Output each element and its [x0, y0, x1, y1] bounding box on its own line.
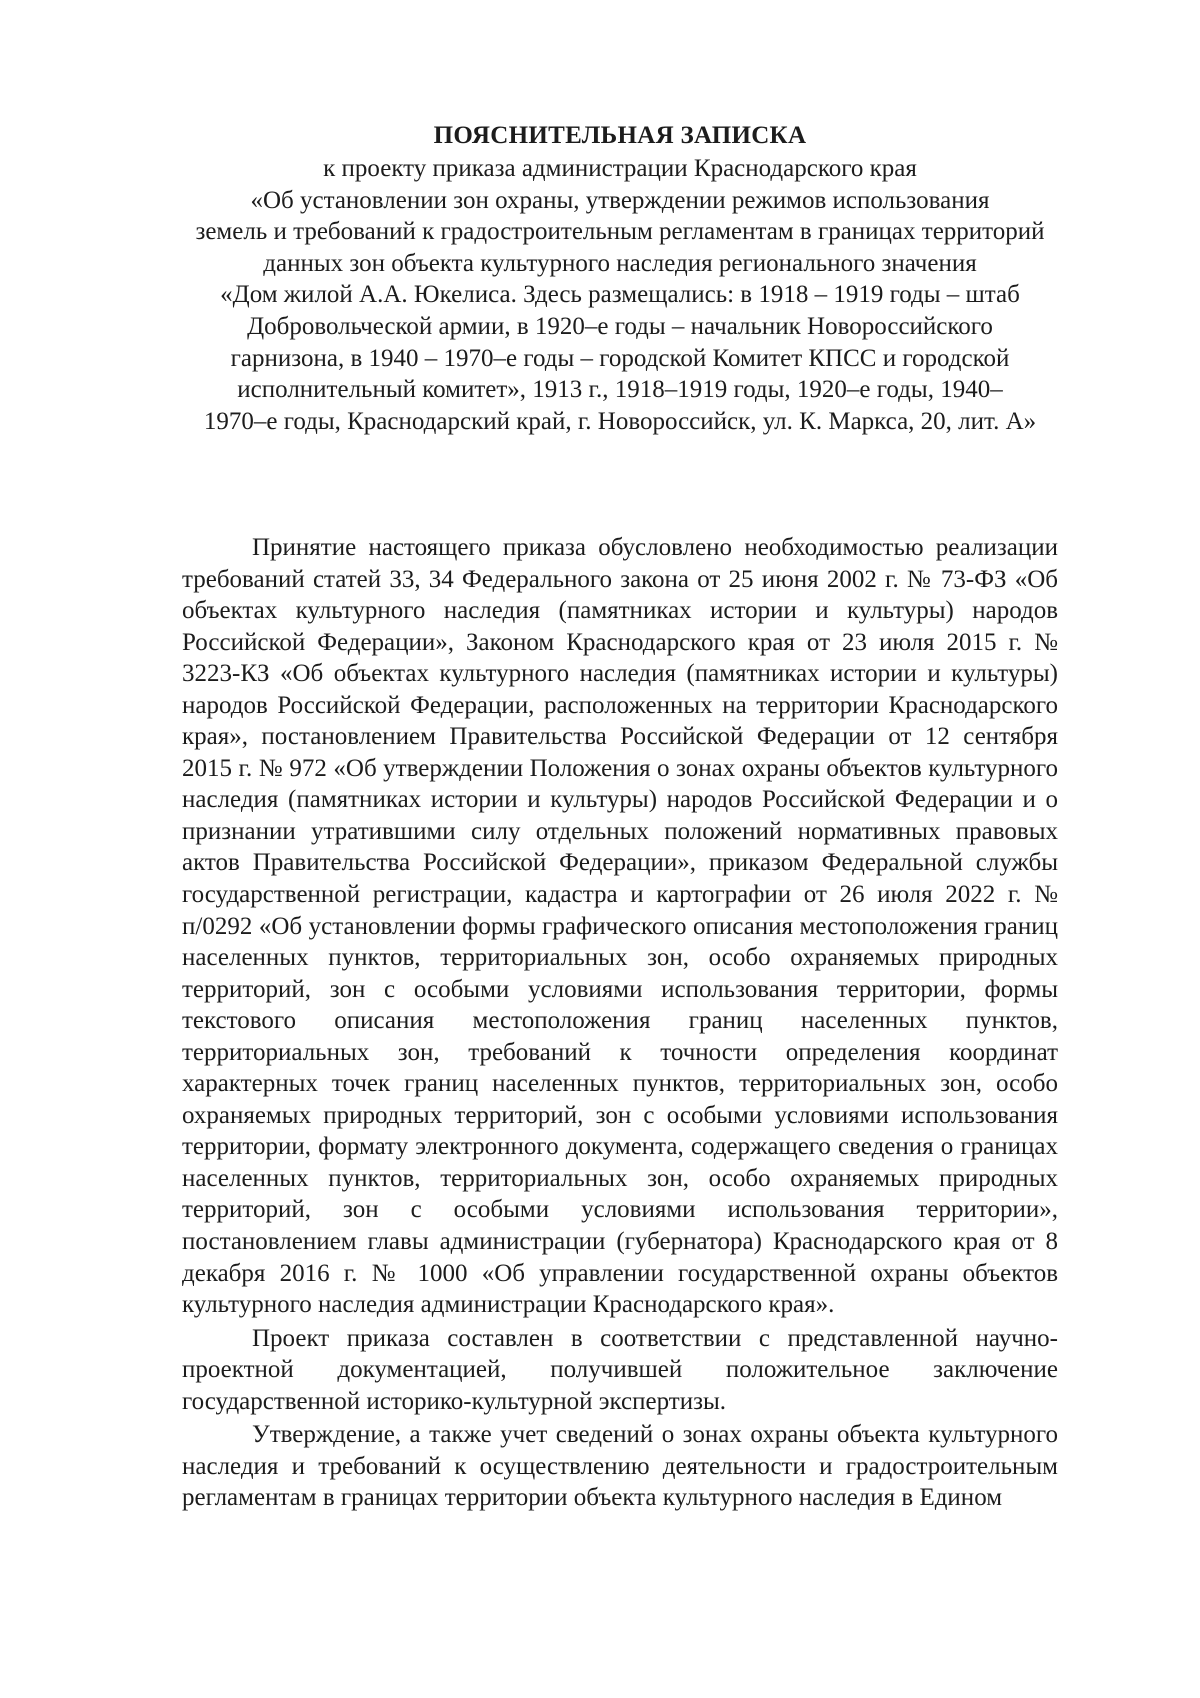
- subtitle-line: исполнительный комитет», 1913 г., 1918–1919 годы, 1920–е годы, 1940–: [237, 376, 1003, 404]
- subtitle-line: данных зон объекта культурного наследия регионального значения: [263, 249, 977, 277]
- body-paragraph: Принятие настоящего приказа обусловлено необходимостью реализации требований статей 33, 34 Федерального закона от 25 июня 2002 г. № 73-ФЗ «Об объектах культурного наследия (памятниках истории и культуры) народов Российской Федерации», Законом Краснодарского края от 23 июля 2015 г. № 3223-КЗ «Об объектах культурного наследия (памятниках истории и культуры) народов Российской Федерации, расположенных на территории Краснодарского края», постановлением Правительства Российской Федерации от 12 сентября 2015 г. № 972 «Об утверждении Положения о зонах охраны объектов культурного наследия (памятниках истории и культуры) народов Российской Федерации и о признании утратившими силу отдельных положений нормативных правовых актов Правительства Российской Федерации», приказом Федеральной службы государственной регистрации, кадастра и картографии от 26 июля 2022 г. № п/0292 «Об установлении формы графического описания местоположения границ населенных пунктов, территориальных зон, особо охраняемых природных территорий, зон с особыми условиями использования территории, формы текстового описания местоположения границ населенных пунктов, территориальных зон, требований к точности определения координат характерных точек границ населенных пунктов, территориальных зон, особо охраняемых природных территорий, зон с особыми условиями использования территории, формату электронного документа, содержащего сведения о границах населенных пунктов, территориальных зон, особо охраняемых природных территорий, зон с особыми условиями использования территории», постановлением главы администрации (губернатора) Краснодарского края от 8 декабря 2016 г. № 1000 «Об управлении государственной охраны объектов культурного наследия администрации Краснодарского края».: [182, 534, 1058, 1319]
- document-title: ПОЯСНИТЕЛЬНАЯ ЗАПИСКА: [433, 122, 807, 149]
- subtitle-line: 1970–е годы, Краснодарский край, г. Новороссийск, ул. К. Маркса, 20, лит. А»: [203, 407, 1037, 435]
- subtitle-line: гарнизона, в 1940 – 1970–е годы – городской Комитет КПСС и городской: [230, 344, 1010, 372]
- subtitle-line: «Дом жилой А.А. Юкелиса. Здесь размещались: в 1918 – 1919 годы – штаб: [220, 281, 1020, 309]
- document-subtitle: [170, 153, 1070, 437]
- subtitle-line: земель и требований к градостроительным регламентам в границах территорий: [195, 218, 1045, 246]
- body-paragraph: Утверждение, а также учет сведений о зонах охраны объекта культурного наследия и требований к осуществлению деятельности и градостроительным регламентам в границах территории объекта культурного наследия в Едином: [182, 1421, 1058, 1512]
- subtitle-line: к проекту приказа администрации Краснодарского края: [323, 155, 917, 182]
- body-paragraph: Проект приказа составлен в соответствии с представленной научно-проектной документацией, получившей положительное заключение государственной историко-культурной экспертизы.: [182, 1324, 1058, 1415]
- document-body: [182, 532, 1058, 1516]
- subtitle-line: «Об установлении зон охраны, утверждении режимов использования: [250, 186, 990, 214]
- subtitle-line: Добровольческой армии, в 1920–е годы – начальник Новороссийского: [247, 312, 993, 340]
